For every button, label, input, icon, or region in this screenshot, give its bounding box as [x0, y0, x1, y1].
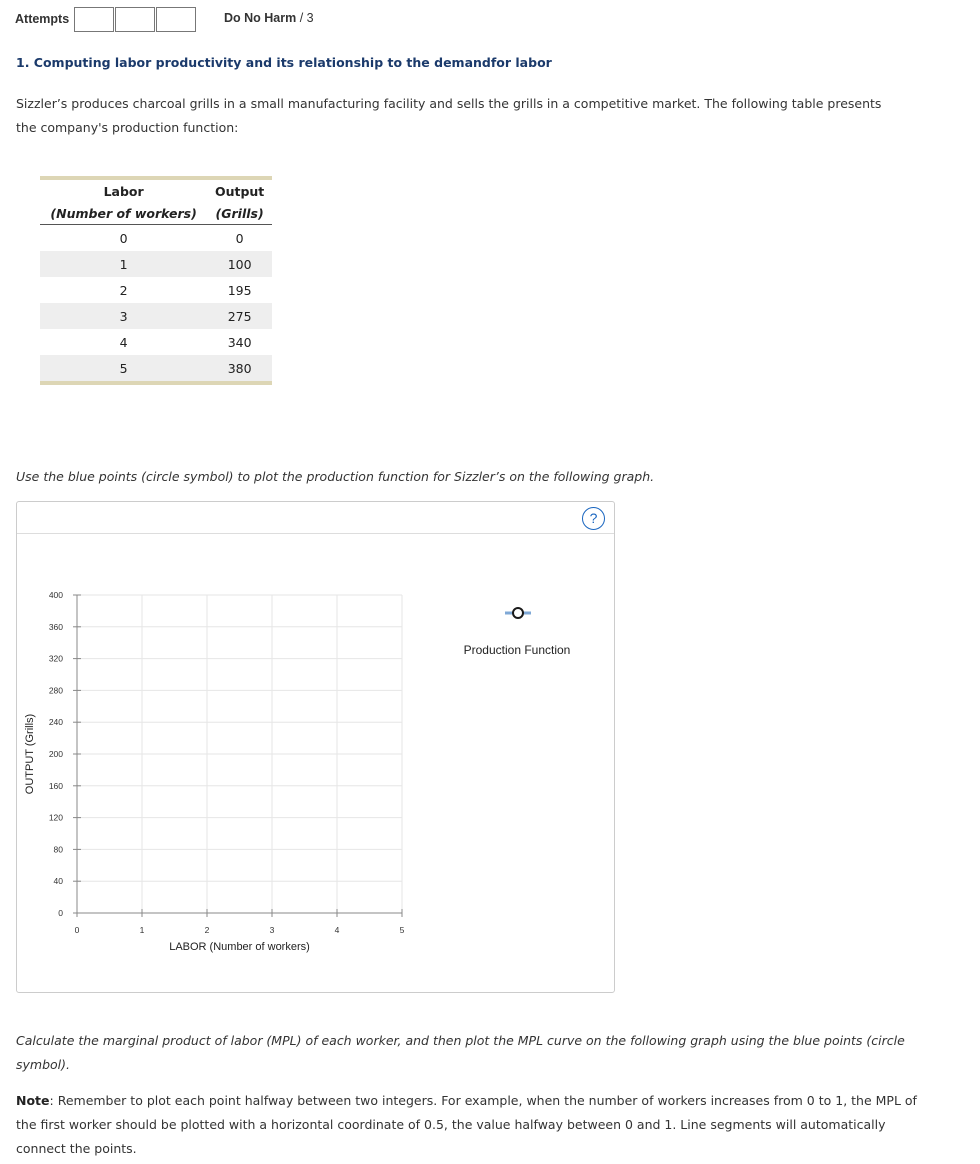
production-table	[40, 176, 272, 385]
y-tick-label: 360	[48, 621, 63, 632]
col-output-subheader: (Grills)	[207, 202, 272, 225]
col-labor-header: Labor	[103, 183, 144, 199]
labor-cell: 2	[119, 282, 128, 298]
col-output-header: Output	[214, 183, 265, 199]
labor-cell: 5	[40, 355, 207, 381]
y-tick-label: 0	[58, 908, 63, 918]
question-intro: Sizzler’s produces charcoal grills in a small manufacturing facility and sells the grills in a competitive market. The following table presents the company's production function:	[16, 96, 882, 135]
y-tick-label: 120	[48, 812, 63, 823]
labor-cell: 0	[119, 230, 128, 246]
y-tick-label: 400	[48, 590, 63, 600]
output-cell: 0	[235, 230, 244, 246]
output-cell: 195	[227, 282, 252, 298]
output-cell: 340	[227, 334, 252, 350]
score-label: Do No Harm	[224, 11, 297, 25]
table-row	[40, 277, 272, 303]
x-tick-label: 1	[139, 925, 145, 935]
graph-panel	[16, 501, 615, 993]
y-tick-label: 240	[48, 717, 63, 728]
mpl-instruction: Calculate the marginal product of labor (MPL) of each worker, and then plot the MPL curve on the following graph using the blue points (circle symbol).	[16, 1033, 905, 1072]
x-tick-label: 5	[399, 925, 405, 935]
plot-instruction: Use the blue points (circle symbol) to plot the production function for Sizzler’s on the following graph.	[16, 469, 655, 484]
table-row	[40, 225, 272, 252]
x-tick-label: 0	[74, 925, 80, 935]
y-axis-title: OUTPUT (Grills)	[24, 713, 36, 795]
table-row	[40, 303, 272, 329]
x-tick-label: 4	[334, 925, 340, 935]
labor-cell: 3	[40, 303, 207, 329]
score-suffix: / 3	[299, 11, 314, 25]
note-label: Note	[16, 1093, 50, 1108]
labor-cell: 1	[40, 251, 207, 277]
y-tick-label: 280	[48, 685, 63, 696]
x-axis-title: LABOR (Number of workers)	[169, 941, 310, 953]
legend-label: Production Function	[463, 643, 571, 657]
note-paragraph	[16, 1089, 926, 1161]
output-cell: 380	[207, 355, 272, 381]
table-row	[40, 355, 272, 381]
col-labor-subheader: (Number of workers)	[40, 202, 207, 225]
y-tick-label: 320	[48, 653, 63, 664]
output-cell: 100	[207, 251, 272, 277]
attempts-label: Attempts	[15, 12, 70, 26]
score-indicator	[224, 11, 314, 25]
y-tick-label: 40	[53, 876, 63, 887]
labor-cell: 4	[119, 334, 128, 350]
help-icon[interactable]: ?	[582, 507, 605, 530]
x-tick-label: 2	[204, 925, 210, 935]
y-tick-label: 160	[48, 780, 63, 791]
x-tick-label: 3	[269, 925, 275, 935]
production-function-chart[interactable]	[17, 502, 614, 992]
note-text: : Remember to plot each point halfway between two integers. For example, when the number of workers increases from 0 to 1, the MPL of the first worker should be plotted with a horizontal coordinate of 0.5, the value halfway between 0 and 1. Line segments will automatically connect the points.	[16, 1093, 917, 1156]
table-row	[40, 329, 272, 355]
attempt-box-1	[74, 7, 114, 32]
question-title: 1. Computing labor productivity and its relationship to the demandfor labor	[16, 55, 552, 70]
output-cell: 275	[207, 303, 272, 329]
y-tick-label: 80	[53, 844, 63, 855]
legend-circle-tool[interactable]	[505, 608, 531, 618]
attempt-box-2	[115, 7, 155, 32]
y-tick-label: 200	[48, 749, 63, 759]
attempt-box-3	[156, 7, 196, 32]
circle-marker-icon[interactable]	[513, 608, 523, 618]
table-row	[40, 251, 272, 277]
attempts-row	[15, 6, 196, 32]
